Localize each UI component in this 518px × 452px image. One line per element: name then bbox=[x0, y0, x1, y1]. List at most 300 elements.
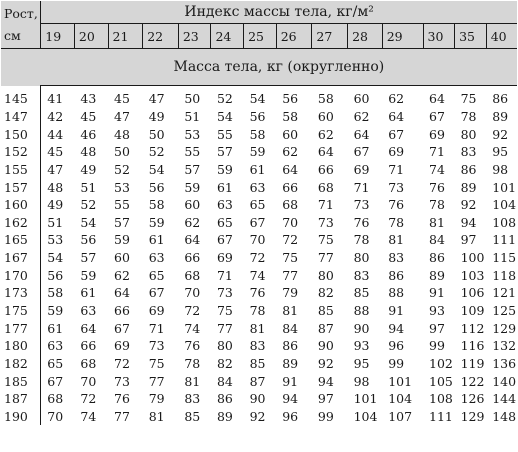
weight-cell: 68 bbox=[282, 197, 299, 213]
weight-cell: 59 bbox=[216, 161, 233, 177]
weight-cell: 101 bbox=[353, 391, 378, 407]
weight-cell: 60 bbox=[317, 108, 334, 124]
weight-cell: 90 bbox=[249, 391, 266, 407]
weight-cell: 62 bbox=[114, 267, 130, 283]
weight-cell: 52 bbox=[114, 161, 130, 177]
weight-cell: 48 bbox=[47, 179, 64, 195]
weight-cell: 100 bbox=[460, 250, 485, 266]
weight-cell: 66 bbox=[184, 250, 201, 266]
weight-cell: 76 bbox=[429, 179, 445, 195]
weight-cell: 56 bbox=[80, 232, 97, 248]
weight-cell: 86 bbox=[388, 267, 405, 283]
weight-cell: 75 bbox=[317, 232, 334, 248]
weight-cell: 65 bbox=[47, 355, 64, 371]
weight-cell: 68 bbox=[317, 179, 334, 195]
weight-cell: 90 bbox=[353, 320, 370, 336]
weight-cell: 104 bbox=[492, 197, 517, 213]
weight-cell: 69 bbox=[216, 250, 233, 266]
weight-cell: 80 bbox=[216, 338, 233, 354]
weight-cell: 66 bbox=[282, 179, 299, 195]
weight-cell: 72 bbox=[249, 250, 266, 266]
weight-cell: 47 bbox=[47, 161, 64, 177]
weight-cell: 71 bbox=[429, 144, 445, 160]
weight-cell: 86 bbox=[492, 91, 509, 107]
weight-cell: 48 bbox=[80, 144, 97, 160]
weight-cell: 78 bbox=[249, 303, 266, 318]
weight-cell: 58 bbox=[282, 108, 299, 124]
weight-cell: 76 bbox=[184, 338, 201, 354]
height-cell: 155 bbox=[1, 161, 41, 179]
weight-cell: 83 bbox=[353, 267, 370, 283]
weight-cell: 85 bbox=[317, 303, 334, 318]
height-cell: 157 bbox=[1, 178, 41, 196]
weight-cell: 45 bbox=[80, 108, 97, 124]
weight-cell: 51 bbox=[80, 179, 97, 195]
weight-cell: 64 bbox=[429, 91, 445, 107]
bmi-value-header: 26 bbox=[276, 24, 312, 49]
bmi-value-header: 28 bbox=[348, 24, 383, 49]
table-row bbox=[1, 143, 517, 161]
table-row bbox=[1, 249, 517, 267]
height-cell: 160 bbox=[1, 196, 41, 214]
weight-cell: 115 bbox=[492, 250, 517, 266]
weight-cell: 77 bbox=[282, 267, 299, 283]
weight-cell: 47 bbox=[114, 108, 130, 124]
weight-cell: 73 bbox=[148, 338, 165, 354]
bmi-value-header: 19 bbox=[41, 24, 75, 49]
weight-cell: 108 bbox=[429, 391, 453, 407]
weight-cell: 52 bbox=[148, 144, 165, 160]
weight-cell: 99 bbox=[388, 355, 405, 371]
weight-cell: 74 bbox=[184, 320, 201, 336]
weight-cell: 68 bbox=[80, 355, 97, 371]
weight-cell: 67 bbox=[388, 126, 405, 142]
weight-cell: 64 bbox=[353, 126, 370, 142]
height-cell: 190 bbox=[1, 408, 41, 426]
weight-cell: 101 bbox=[492, 179, 517, 195]
weight-cell: 144 bbox=[492, 391, 517, 407]
weight-cell: 71 bbox=[216, 267, 233, 283]
weight-cell: 69 bbox=[148, 303, 165, 318]
weight-cell: 48 bbox=[114, 126, 130, 142]
weight-cell: 148 bbox=[492, 408, 517, 424]
weight-cell: 94 bbox=[317, 373, 334, 389]
weight-cell: 72 bbox=[282, 232, 299, 248]
weight-cell: 58 bbox=[47, 285, 64, 301]
height-column-header bbox=[1, 1, 41, 49]
weight-cell: 58 bbox=[148, 197, 165, 213]
weight-cell: 78 bbox=[388, 214, 405, 230]
weight-cell: 52 bbox=[80, 197, 97, 213]
weight-cell: 53 bbox=[184, 126, 201, 142]
height-cell: 170 bbox=[1, 266, 41, 284]
weight-cell: 59 bbox=[114, 232, 130, 248]
height-header-unit: см bbox=[4, 28, 21, 43]
weight-cell: 50 bbox=[184, 91, 201, 107]
weight-cell: 77 bbox=[317, 250, 334, 266]
weight-cell: 129 bbox=[492, 320, 517, 336]
bmi-title: Индекс массы тела, кг/м² bbox=[41, 1, 517, 24]
weight-cell: 102 bbox=[429, 355, 453, 371]
weight-cell: 76 bbox=[114, 391, 130, 407]
weight-cell: 95 bbox=[353, 355, 370, 371]
weight-cell: 118 bbox=[492, 267, 517, 283]
weight-cell: 56 bbox=[47, 267, 64, 283]
table-row bbox=[1, 108, 517, 126]
weight-cell: 111 bbox=[429, 408, 453, 424]
weight-cell: 62 bbox=[282, 144, 299, 160]
weight-cell: 93 bbox=[353, 338, 370, 354]
weight-cell: 67 bbox=[114, 320, 130, 336]
weight-cell: 59 bbox=[80, 267, 97, 283]
weight-cell: 79 bbox=[148, 391, 165, 407]
weight-cell: 47 bbox=[148, 91, 165, 107]
weight-cell: 67 bbox=[47, 373, 64, 389]
weight-cell: 94 bbox=[460, 214, 477, 230]
weight-cell: 67 bbox=[429, 108, 445, 124]
weight-cell: 108 bbox=[492, 214, 517, 230]
weight-cell: 75 bbox=[148, 355, 165, 371]
bmi-value-header: 23 bbox=[178, 24, 211, 49]
weight-cell: 86 bbox=[429, 250, 445, 266]
weight-cell: 95 bbox=[492, 144, 509, 160]
weight-cell: 78 bbox=[429, 197, 445, 213]
header-row-weight-title bbox=[1, 49, 517, 86]
table-row bbox=[1, 196, 517, 214]
weight-cell: 71 bbox=[317, 197, 334, 213]
table-row bbox=[1, 125, 517, 143]
weight-cell: 68 bbox=[184, 267, 201, 283]
weight-cell: 105 bbox=[429, 373, 453, 389]
bmi-weight-table bbox=[1, 1, 517, 425]
table-header bbox=[1, 1, 517, 86]
weight-cell: 63 bbox=[80, 303, 97, 318]
height-cell: 150 bbox=[1, 125, 41, 143]
weight-cell: 69 bbox=[429, 126, 445, 142]
weight-cell: 99 bbox=[429, 338, 445, 354]
table-row bbox=[1, 319, 517, 337]
weight-cell: 87 bbox=[317, 320, 334, 336]
weight-cell: 80 bbox=[460, 126, 477, 142]
weight-cell: 75 bbox=[282, 250, 299, 266]
weight-cell: 98 bbox=[353, 373, 370, 389]
weight-cell: 80 bbox=[317, 267, 334, 283]
height-cell: 180 bbox=[1, 337, 41, 355]
weight-cell: 82 bbox=[216, 355, 233, 371]
weight-cell: 57 bbox=[80, 250, 97, 266]
weight-cell: 66 bbox=[80, 338, 97, 354]
bmi-value-header: 20 bbox=[74, 24, 108, 49]
weight-cell: 85 bbox=[249, 355, 266, 371]
height-cell: 173 bbox=[1, 284, 41, 302]
bmi-value-header: 30 bbox=[423, 24, 455, 49]
weight-cell: 85 bbox=[353, 285, 370, 301]
table-row bbox=[1, 161, 517, 179]
height-cell: 182 bbox=[1, 355, 41, 373]
weight-cell: 75 bbox=[460, 91, 477, 107]
table-row bbox=[1, 213, 517, 231]
weight-cell: 99 bbox=[317, 408, 334, 424]
weight-cell: 65 bbox=[216, 214, 233, 230]
weight-cell: 81 bbox=[249, 320, 266, 336]
weight-cell: 96 bbox=[282, 408, 299, 424]
weight-cell: 77 bbox=[216, 320, 233, 336]
weight-cell: 74 bbox=[80, 408, 97, 424]
weight-cell: 87 bbox=[249, 373, 266, 389]
weight-cell: 72 bbox=[184, 303, 201, 318]
table-row bbox=[1, 178, 517, 196]
table-row bbox=[1, 266, 517, 284]
weight-cell: 84 bbox=[429, 232, 445, 248]
weight-cell: 44 bbox=[47, 126, 64, 142]
height-cell: 165 bbox=[1, 231, 41, 249]
weight-cell: 112 bbox=[460, 320, 485, 336]
weight-cell: 59 bbox=[148, 214, 165, 230]
header-row-bmi-title bbox=[1, 1, 517, 24]
bmi-value-header: 24 bbox=[211, 24, 244, 49]
weight-cell: 67 bbox=[216, 232, 233, 248]
weight-cell: 70 bbox=[47, 408, 64, 424]
weight-cell: 66 bbox=[114, 303, 130, 318]
weight-cell: 62 bbox=[184, 214, 201, 230]
weight-cell: 92 bbox=[317, 355, 334, 371]
weight-cell: 140 bbox=[492, 373, 517, 389]
weight-cell: 83 bbox=[249, 338, 266, 354]
weight-cell: 41 bbox=[47, 91, 64, 107]
table-row bbox=[1, 302, 517, 320]
weight-cell: 119 bbox=[460, 355, 485, 371]
weight-cell: 97 bbox=[317, 391, 334, 407]
weight-cell: 83 bbox=[460, 144, 477, 160]
height-cell: 175 bbox=[1, 302, 41, 320]
weight-cell: 122 bbox=[460, 373, 485, 389]
weight-cell: 61 bbox=[148, 232, 165, 248]
weight-cell: 72 bbox=[114, 355, 130, 371]
weight-cell: 54 bbox=[216, 108, 233, 124]
weight-cell: 106 bbox=[460, 285, 485, 301]
weight-cell: 73 bbox=[317, 214, 334, 230]
weight-cell: 81 bbox=[282, 303, 299, 318]
weight-cell: 97 bbox=[429, 320, 445, 336]
weight-cell: 59 bbox=[249, 144, 266, 160]
table-row bbox=[1, 408, 517, 426]
weight-cell: 88 bbox=[388, 285, 405, 301]
weight-cell: 67 bbox=[148, 285, 165, 301]
weight-cell: 49 bbox=[148, 108, 165, 124]
weight-cell: 61 bbox=[216, 179, 233, 195]
table-row bbox=[1, 284, 517, 302]
weight-cell: 132 bbox=[492, 338, 517, 354]
weight-cell: 89 bbox=[460, 179, 477, 195]
weight-cell: 86 bbox=[282, 338, 299, 354]
weight-cell: 93 bbox=[429, 303, 445, 318]
weight-cell: 74 bbox=[429, 161, 445, 177]
height-cell: 145 bbox=[1, 90, 41, 108]
weight-cell: 54 bbox=[80, 214, 97, 230]
weight-cell: 65 bbox=[249, 197, 266, 213]
weight-cell: 57 bbox=[184, 161, 201, 177]
weight-cell: 91 bbox=[429, 285, 445, 301]
weight-cell: 51 bbox=[184, 108, 201, 124]
weight-cell: 86 bbox=[216, 391, 233, 407]
weight-cell: 53 bbox=[47, 232, 64, 248]
table-row bbox=[1, 231, 517, 249]
height-cell: 187 bbox=[1, 390, 41, 408]
weight-cell: 78 bbox=[460, 108, 477, 124]
weight-cell: 73 bbox=[114, 373, 130, 389]
weight-cell: 75 bbox=[216, 303, 233, 318]
weight-cell: 96 bbox=[388, 338, 405, 354]
weight-cell: 92 bbox=[249, 408, 266, 424]
weight-cell: 57 bbox=[114, 214, 130, 230]
weight-cell: 54 bbox=[148, 161, 165, 177]
weight-cell: 104 bbox=[353, 408, 378, 424]
weight-cell: 81 bbox=[148, 408, 165, 424]
weight-cell: 45 bbox=[114, 91, 130, 107]
weight-cell: 69 bbox=[114, 338, 130, 354]
weight-cell: 64 bbox=[80, 320, 97, 336]
table-row bbox=[1, 337, 517, 355]
weight-cell: 56 bbox=[249, 108, 266, 124]
weight-cell: 64 bbox=[282, 161, 299, 177]
weight-cell: 68 bbox=[47, 391, 64, 407]
weight-cell: 52 bbox=[216, 91, 233, 107]
height-header-label: Рост, bbox=[4, 6, 38, 21]
weight-cell: 63 bbox=[47, 338, 64, 354]
weight-cell: 65 bbox=[148, 267, 165, 283]
weight-cell: 91 bbox=[282, 373, 299, 389]
weight-cell: 63 bbox=[249, 179, 266, 195]
weight-cell: 42 bbox=[47, 108, 64, 124]
weight-title: Масса тела, кг (округленно) bbox=[41, 49, 517, 86]
weight-cell: 63 bbox=[148, 250, 165, 266]
weight-cell: 71 bbox=[148, 320, 165, 336]
weight-cell: 70 bbox=[249, 232, 266, 248]
weight-cell: 101 bbox=[388, 373, 413, 389]
weight-cell: 109 bbox=[460, 303, 485, 318]
weight-cell: 60 bbox=[184, 197, 201, 213]
weight-cell: 50 bbox=[114, 144, 130, 160]
weight-cell: 80 bbox=[353, 250, 370, 266]
weight-cell: 89 bbox=[282, 355, 299, 371]
weight-cell: 57 bbox=[216, 144, 233, 160]
weight-cell: 89 bbox=[216, 408, 233, 424]
weight-cell: 70 bbox=[80, 373, 97, 389]
weight-cell: 55 bbox=[114, 197, 130, 213]
weight-cell: 73 bbox=[353, 197, 370, 213]
height-cell: 162 bbox=[1, 213, 41, 231]
weight-cell: 62 bbox=[353, 108, 370, 124]
weight-cell: 64 bbox=[388, 108, 405, 124]
weight-cell: 77 bbox=[148, 373, 165, 389]
weight-cell: 81 bbox=[388, 232, 405, 248]
weight-cell: 60 bbox=[353, 91, 370, 107]
table-row bbox=[1, 90, 517, 108]
weight-cell: 58 bbox=[249, 126, 266, 142]
weight-cell: 76 bbox=[353, 214, 370, 230]
weight-cell: 62 bbox=[317, 126, 334, 142]
bmi-value-header: 22 bbox=[143, 24, 179, 49]
weight-cell: 103 bbox=[460, 267, 485, 283]
weight-header-spacer bbox=[1, 49, 41, 86]
weight-cell: 56 bbox=[148, 179, 165, 195]
weight-cell: 82 bbox=[317, 285, 334, 301]
weight-cell: 94 bbox=[388, 320, 405, 336]
bmi-value-header: 40 bbox=[486, 24, 517, 49]
weight-cell: 90 bbox=[317, 338, 334, 354]
weight-cell: 67 bbox=[353, 144, 370, 160]
weight-cell: 61 bbox=[249, 161, 266, 177]
weight-cell: 84 bbox=[282, 320, 299, 336]
bmi-value-header: 35 bbox=[455, 24, 487, 49]
weight-cell: 89 bbox=[492, 108, 509, 124]
weight-cell: 116 bbox=[460, 338, 485, 354]
weight-cell: 62 bbox=[388, 91, 405, 107]
weight-cell: 81 bbox=[184, 373, 201, 389]
bmi-value-header: 27 bbox=[312, 24, 348, 49]
weight-cell: 121 bbox=[492, 285, 517, 301]
height-cell: 167 bbox=[1, 249, 41, 267]
height-cell: 185 bbox=[1, 372, 41, 390]
weight-cell: 84 bbox=[216, 373, 233, 389]
weight-cell: 56 bbox=[282, 91, 299, 107]
bmi-value-header: 25 bbox=[244, 24, 277, 49]
bmi-value-header: 29 bbox=[382, 24, 423, 49]
weight-cell: 67 bbox=[249, 214, 266, 230]
weight-cell: 46 bbox=[80, 126, 97, 142]
weight-cell: 64 bbox=[114, 285, 130, 301]
weight-cell: 58 bbox=[317, 91, 334, 107]
weight-cell: 73 bbox=[388, 179, 405, 195]
weight-cell: 50 bbox=[148, 126, 165, 142]
weight-cell: 53 bbox=[114, 179, 130, 195]
weight-cell: 78 bbox=[184, 355, 201, 371]
weight-cell: 45 bbox=[47, 144, 64, 160]
weight-cell: 54 bbox=[47, 250, 64, 266]
table-row bbox=[1, 355, 517, 373]
weight-cell: 69 bbox=[353, 161, 370, 177]
weight-cell: 49 bbox=[47, 197, 64, 213]
weight-cell: 69 bbox=[388, 144, 405, 160]
weight-cell: 136 bbox=[492, 355, 517, 371]
weight-cell: 125 bbox=[492, 303, 517, 318]
weight-cell: 92 bbox=[492, 126, 509, 142]
weight-cell: 71 bbox=[353, 179, 370, 195]
weight-cell: 107 bbox=[388, 408, 413, 424]
weight-cell: 64 bbox=[184, 232, 201, 248]
weight-cell: 88 bbox=[353, 303, 370, 318]
bmi-values-row bbox=[1, 24, 517, 49]
weight-cell: 111 bbox=[492, 232, 517, 248]
weight-cell: 61 bbox=[47, 320, 64, 336]
weight-cell: 76 bbox=[388, 197, 405, 213]
weight-cell: 70 bbox=[184, 285, 201, 301]
weight-cell: 86 bbox=[460, 161, 477, 177]
table-body bbox=[1, 86, 517, 426]
weight-cell: 55 bbox=[184, 144, 201, 160]
weight-cell: 63 bbox=[216, 197, 233, 213]
weight-cell: 91 bbox=[388, 303, 405, 318]
weight-cell: 98 bbox=[492, 161, 509, 177]
weight-cell: 94 bbox=[282, 391, 299, 407]
weight-cell: 43 bbox=[80, 91, 97, 107]
weight-cell: 76 bbox=[249, 285, 266, 301]
height-cell: 177 bbox=[1, 319, 41, 337]
weight-cell: 126 bbox=[460, 391, 485, 407]
weight-cell: 72 bbox=[80, 391, 97, 407]
weight-cell: 70 bbox=[282, 214, 299, 230]
weight-cell: 59 bbox=[184, 179, 201, 195]
